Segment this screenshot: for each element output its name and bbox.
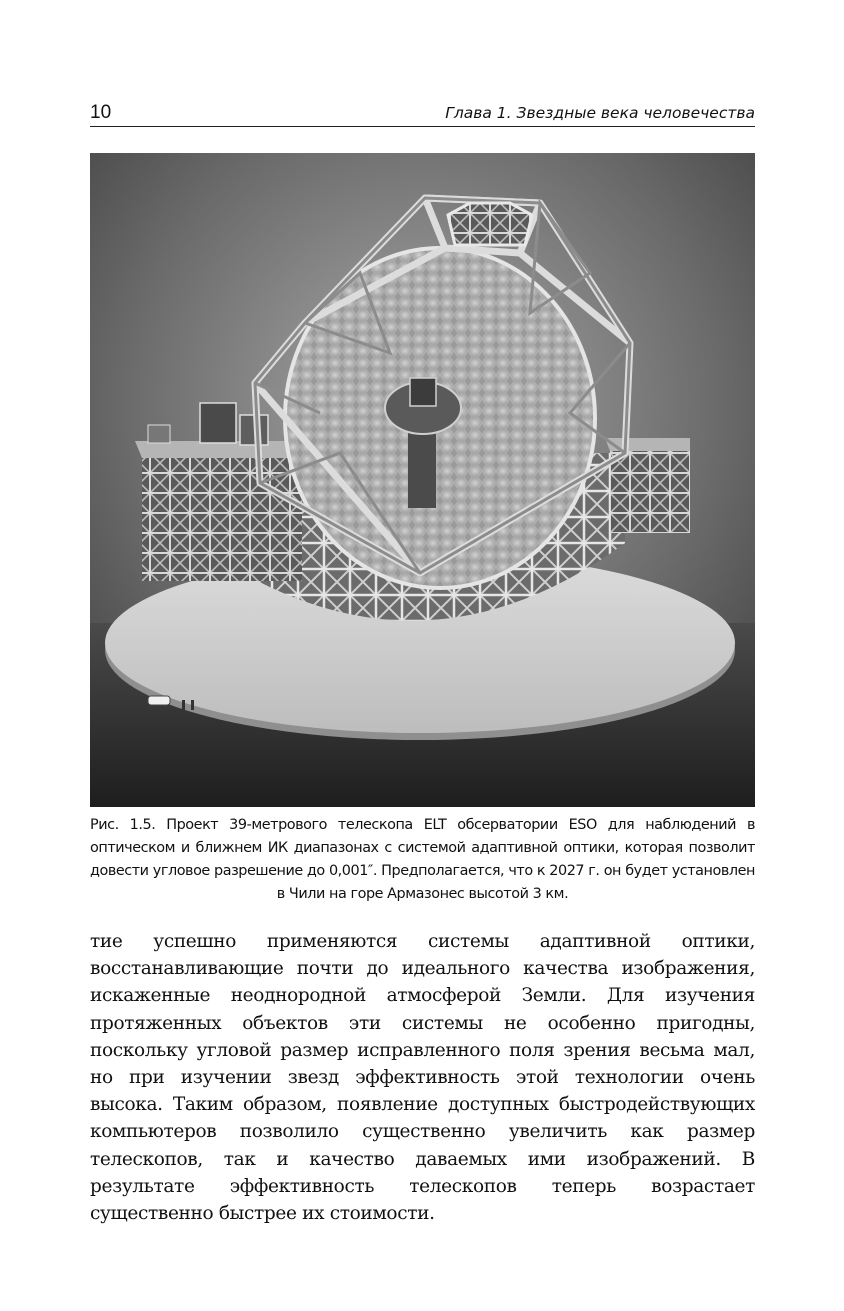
figure-caption: Рис. 1.5. Проект 39-метрового телескопа ELT обсерватории ESO для наблюдений в оптическом и ближнем ИК диапазонах с системой адаптивной оптики, которая позволит довести угловое разрешение до 0,001″. Предполагается, что к 2027 г. он будет установлен в Чили на горе Армазонес высотой 3 км.	[90, 817, 755, 902]
page-header	[90, 100, 755, 127]
telescope-illustration	[90, 153, 755, 807]
page-number: 10	[90, 102, 112, 123]
body-paragraph: тие успешно применяются системы адаптивной оптики, восстанавливающие почти до идеального качества изображения, искаженные неоднородной атмосферой Земли. Для изучения протяженных объектов эти системы не особенно пригодны, поскольку угловой размер исправленного поля зрения весьма мал, но при изучении звезд эффективность этой технологии очень высока. Таким образом, появление доступных быстродействующих компьютеров позволило существенно увеличить как размер телескопов, так и качество даваемых ими изображений. В результате эффективность телескопов теперь возрастает существенно быстрее их стоимости.	[90, 931, 755, 1225]
running-title: Глава 1. Звездные века человечества	[445, 104, 755, 122]
